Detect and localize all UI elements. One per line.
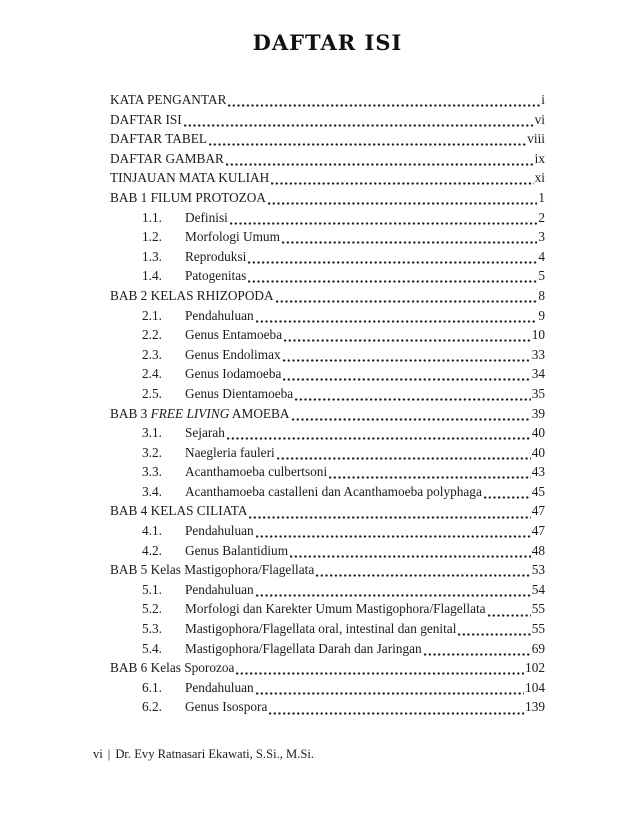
toc-entry: [110, 680, 545, 700]
toc-entry-label: DAFTAR TABEL: [110, 131, 207, 147]
toc-entry: [110, 366, 545, 386]
toc-leader-dots: [292, 417, 531, 422]
toc-leader-dots: [329, 475, 531, 480]
toc-entry-label: BAB 1 FILUM PROTOZOA: [110, 189, 267, 205]
page-title: DAFTAR ISI: [252, 30, 403, 55]
toc-entry-label: Naegleria fauleri: [185, 444, 275, 460]
table-of-contents: [110, 92, 545, 719]
toc-entry-page: 34: [531, 366, 545, 382]
toc-entry-label: [110, 406, 290, 422]
toc-entry-page: 47: [531, 503, 545, 519]
toc-entry: [110, 699, 545, 719]
toc-leader-dots: [228, 103, 540, 108]
toc-entry-label: Morfologi dan Karekter Umum Mastigophora/Flagellata: [185, 601, 486, 617]
toc-entry: [110, 503, 545, 523]
toc-entry: [110, 347, 545, 367]
toc-entry-page: 48: [531, 542, 545, 558]
toc-entry-number: 2.2.: [142, 327, 162, 343]
toc-entry-label: Mastigophora/Flagellata Darah dan Jaringan: [185, 640, 422, 656]
toc-leader-dots: [236, 671, 524, 676]
toc-leader-dots: [488, 613, 531, 618]
page-footer: [93, 747, 314, 762]
toc-entry-page: 35: [531, 385, 545, 401]
toc-entry-page: 53: [531, 562, 545, 578]
toc-entry-page: 3: [538, 229, 545, 245]
toc-entry-label: Pendahuluan: [185, 679, 254, 695]
toc-entry-label: Acanthamoeba culbertsoni: [185, 464, 328, 480]
toc-entry-label-segment: AMOEBA: [229, 405, 290, 421]
toc-entry: [110, 601, 545, 621]
toc-entry-label: Mastigophora/Flagellata oral, intestinal dan genital: [185, 621, 457, 637]
toc-entry: [110, 641, 545, 661]
toc-entry-label: TINJAUAN MATA KULIAH: [110, 170, 270, 186]
toc-entry: [110, 170, 545, 190]
toc-entry: [110, 484, 545, 504]
toc-entry-label: Pendahuluan: [185, 307, 254, 323]
toc-entry: [110, 151, 545, 171]
toc-entry: [110, 523, 545, 543]
toc-entry-number: 5.3.: [142, 621, 162, 637]
toc-entry-page: 47: [531, 523, 545, 539]
toc-leader-dots: [256, 691, 524, 696]
toc-leader-dots: [256, 319, 538, 324]
toc-entry: [110, 327, 545, 347]
toc-entry-label: Reproduksi: [185, 248, 247, 264]
toc-entry-page: 9: [538, 307, 545, 323]
toc-entry: [110, 562, 545, 582]
toc-entry-label: Genus Entamoeba: [185, 327, 283, 343]
footer-separator: |: [107, 747, 111, 761]
toc-entry-page: 8: [538, 287, 545, 303]
toc-entry-page: 102: [525, 660, 545, 676]
toc-entry-page: ix: [534, 150, 545, 166]
toc-entry-label: Sejarah: [185, 425, 225, 441]
toc-entry-page: 39: [531, 405, 545, 421]
toc-entry-label: BAB 5 Kelas Mastigophora/Flagellata: [110, 562, 315, 578]
toc-entry-label: DAFTAR ISI: [110, 111, 182, 127]
toc-entry: [110, 582, 545, 602]
toc-leader-dots: [184, 123, 534, 128]
toc-entry-number: 6.1.: [142, 679, 162, 695]
toc-entry-page: xi: [534, 170, 545, 186]
footer-author: Dr. Evy Ratnasari Ekawati, S.Si., M.Si.: [115, 747, 315, 761]
toc-entry-page: 1: [538, 189, 545, 205]
toc-entry-page: 104: [525, 679, 545, 695]
toc-entry: [110, 288, 545, 308]
toc-leader-dots: [283, 377, 530, 382]
toc-leader-dots: [226, 162, 534, 167]
toc-entry-number: 1.1.: [142, 209, 162, 225]
toc-entry-number: 1.3.: [142, 248, 162, 264]
toc-entry: [110, 621, 545, 641]
toc-entry: [110, 210, 545, 230]
toc-leader-dots: [424, 652, 531, 657]
toc-entry-label-segment: BAB 3: [110, 405, 151, 421]
toc-leader-dots: [248, 260, 537, 265]
toc-entry-number: 3.3.: [142, 464, 162, 480]
toc-entry-number: 5.4.: [142, 640, 162, 656]
toc-entry: [110, 406, 545, 426]
toc-entry-number: 1.2.: [142, 229, 162, 245]
toc-entry-page: 139: [525, 699, 545, 715]
toc-entry-number: 5.1.: [142, 581, 162, 597]
toc-leader-dots: [256, 593, 531, 598]
toc-leader-dots: [256, 534, 531, 539]
toc-leader-dots: [282, 240, 537, 245]
toc-entry-label: Definisi: [185, 209, 228, 225]
toc-entry-label: Genus Iodamoeba: [185, 366, 282, 382]
toc-entry-page: 69: [531, 640, 545, 656]
toc-entry-label: BAB 4 KELAS CILIATA: [110, 503, 248, 519]
toc-entry-label: BAB 6 Kelas Sporozoa: [110, 660, 235, 676]
toc-entry-label: Acanthamoeba castalleni dan Acanthamoeba polyphaga: [185, 483, 482, 499]
toc-entry: [110, 249, 545, 269]
toc-entry-page: viii: [527, 131, 545, 147]
toc-entry-page: 54: [531, 581, 545, 597]
toc-leader-dots: [316, 573, 530, 578]
toc-entry: [110, 543, 545, 563]
toc-entry-label: Genus Isospora: [185, 699, 268, 715]
toc-entry-label: Pendahuluan: [185, 523, 254, 539]
toc-entry-number: 5.2.: [142, 601, 162, 617]
toc-entry-page: 55: [531, 601, 545, 617]
toc-entry-label: Genus Dientamoeba: [185, 385, 294, 401]
toc-entry: [110, 425, 545, 445]
toc-leader-dots: [248, 279, 537, 284]
toc-entry-label: BAB 2 KELAS RHIZOPODA: [110, 287, 274, 303]
toc-entry-page: 55: [531, 621, 545, 637]
toc-entry-page: 40: [531, 425, 545, 441]
toc-entry: [110, 308, 545, 328]
toc-entry-page: 10: [531, 327, 545, 343]
toc-leader-dots: [276, 299, 538, 304]
toc-entry: [110, 229, 545, 249]
toc-entry: [110, 268, 545, 288]
toc-leader-dots: [249, 515, 530, 520]
toc-entry-page: 2: [538, 209, 545, 225]
toc-entry-page: 5: [538, 268, 545, 284]
toc-leader-dots: [209, 142, 526, 147]
toc-entry-page: vi: [534, 111, 545, 127]
toc-entry-label: Patogenitas: [185, 268, 247, 284]
toc-entry-page: 4: [538, 248, 545, 264]
toc-entry-number: 3.4.: [142, 483, 162, 499]
toc-entry: [110, 190, 545, 210]
toc-entry: [110, 660, 545, 680]
toc-entry-number: 2.1.: [142, 307, 162, 323]
toc-entry-label: Genus Balantidium: [185, 542, 289, 558]
toc-entry-number: 1.4.: [142, 268, 162, 284]
toc-entry-label: KATA PENGANTAR: [110, 92, 227, 107]
toc-leader-dots: [269, 711, 524, 716]
toc-entry: [110, 112, 545, 132]
toc-entry-number: 6.2.: [142, 699, 162, 715]
toc-entry-page: 40: [531, 444, 545, 460]
toc-entry: [110, 386, 545, 406]
toc-entry-page: 33: [531, 346, 545, 362]
toc-entry: [110, 131, 545, 151]
toc-leader-dots: [290, 554, 531, 559]
toc-entry-number: 3.1.: [142, 425, 162, 441]
toc-leader-dots: [458, 632, 530, 637]
toc-entry-label: Pendahuluan: [185, 581, 254, 597]
footer-page-number: vi: [93, 747, 103, 761]
toc-entry: [110, 445, 545, 465]
toc-entry-number: 2.4.: [142, 366, 162, 382]
toc-entry-label: DAFTAR GAMBAR: [110, 150, 224, 166]
toc-entry-number: 3.2.: [142, 444, 162, 460]
toc-entry-page: i: [541, 92, 545, 107]
toc-entry-number: 4.2.: [142, 542, 162, 558]
toc-entry-label: Genus Endolimax: [185, 346, 281, 362]
toc-entry: [110, 464, 545, 484]
toc-leader-dots: [227, 436, 531, 441]
toc-entry-number: 4.1.: [142, 523, 162, 539]
toc-entry-page: 43: [531, 464, 545, 480]
toc-leader-dots: [230, 221, 538, 226]
toc-entry-page: 45: [531, 483, 545, 499]
toc-leader-dots: [277, 456, 531, 461]
toc-leader-dots: [295, 397, 531, 402]
toc-entry-label: Morfologi Umum: [185, 229, 280, 245]
toc-entry-label-italic-segment: FREE LIVING: [150, 405, 230, 421]
toc-leader-dots: [284, 338, 531, 343]
toc-entry-number: 2.5.: [142, 385, 162, 401]
toc-entry-number: 2.3.: [142, 346, 162, 362]
toc-leader-dots: [271, 181, 533, 186]
toc-entry: [110, 92, 545, 112]
toc-leader-dots: [283, 358, 531, 363]
toc-leader-dots: [484, 495, 531, 500]
toc-leader-dots: [268, 201, 537, 206]
